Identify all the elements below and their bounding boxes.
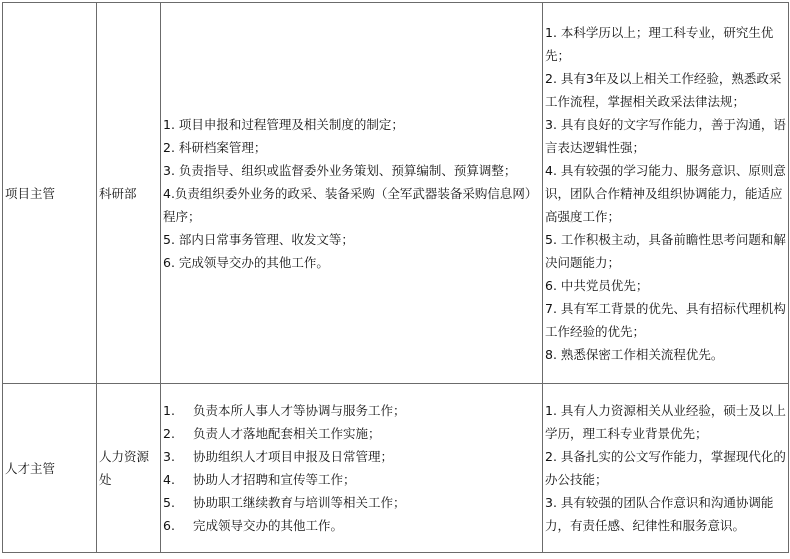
- duty-number: 6.: [163, 518, 175, 533]
- duty-item: [163, 514, 540, 537]
- duty-item: 6. 完成领导交办的其他工作。: [163, 254, 329, 270]
- duties-cell: [161, 384, 543, 553]
- duty-number: 2.: [163, 426, 175, 441]
- duty-number: 5.: [163, 495, 175, 510]
- duty-text: 协助组织人才项目申报及日常管理；: [193, 449, 394, 464]
- duty-item: 3. 负责指导、组织或监督委外业务策划、预算编制、预算调整；: [163, 162, 517, 178]
- duty-text: 负责人才落地配套相关工作实施；: [193, 426, 381, 441]
- requirement-item: 3. 具有良好的文字写作能力，善于沟通，语言表达逻辑性强；: [545, 116, 786, 155]
- requirement-item: 4. 具有较强的学习能力、服务意识、原则意识，团队合作精神及组织协调能力，能适应高强度工作；: [545, 162, 786, 224]
- job-table: [2, 2, 789, 553]
- requirements-cell: [543, 384, 789, 553]
- duty-text: 协助人才招聘和宣传等工作；: [193, 472, 356, 487]
- duty-item: 4.负责组织委外业务的政采、装备采购（全军武器装备采购信息网）程序；: [163, 185, 538, 224]
- position-cell: 人才主管: [3, 384, 97, 553]
- requirement-item: 1. 具有人力资源相关从业经验，硕士及以上学历，理工科专业背景优先；: [545, 403, 786, 441]
- requirement-item: 8. 熟悉保密工作相关流程优先。: [545, 346, 724, 362]
- duties-cell: [161, 3, 543, 384]
- requirement-item: 2. 具备扎实的公文写作能力，掌握现代化的办公技能；: [545, 449, 786, 487]
- duty-text: 完成领导交办的其他工作。: [193, 518, 344, 533]
- duty-item: 1. 项目申报和过程管理及相关制度的制定；: [163, 116, 404, 132]
- duty-item: 2. 科研档案管理；: [163, 139, 267, 155]
- requirements-cell: [543, 3, 789, 384]
- requirement-item: 1. 本科学历以上；理工科专业，研究生优先；: [545, 24, 774, 63]
- duty-number: 3.: [163, 449, 175, 464]
- duty-number: 4.: [163, 472, 175, 487]
- duty-item: [163, 445, 540, 468]
- table-row: [3, 3, 789, 384]
- duty-item: [163, 399, 540, 422]
- requirement-item: 5. 工作积极主动，具备前瞻性思考问题和解决问题能力；: [545, 231, 786, 270]
- requirement-item: 6. 中共党员优先；: [545, 277, 649, 293]
- duty-text: 负责本所人事人才等协调与服务工作；: [193, 403, 406, 418]
- table-row: [3, 384, 789, 553]
- duty-text: 协助职工继续教育与培训等相关工作；: [193, 495, 406, 510]
- duty-item: 5. 部内日常事务管理、收发文等；: [163, 231, 354, 247]
- duty-number: 1.: [163, 403, 175, 418]
- duty-item: [163, 491, 540, 514]
- duty-item: [163, 468, 540, 491]
- duty-item: [163, 422, 540, 445]
- requirement-item: 2. 具有3年及以上相关工作经验，熟悉政采工作流程，掌握相关政采法律法规；: [545, 70, 782, 109]
- position-cell: 项目主管: [3, 3, 97, 384]
- department-cell: 科研部: [97, 3, 161, 384]
- department-cell: 人力资源处: [97, 384, 161, 553]
- requirement-item: 3. 具有较强的团队合作意识和沟通协调能力，有责任感、纪律性和服务意识。: [545, 495, 774, 533]
- requirement-item: 7. 具有军工背景的优先、具有招标代理机构工作经验的优先；: [545, 300, 786, 339]
